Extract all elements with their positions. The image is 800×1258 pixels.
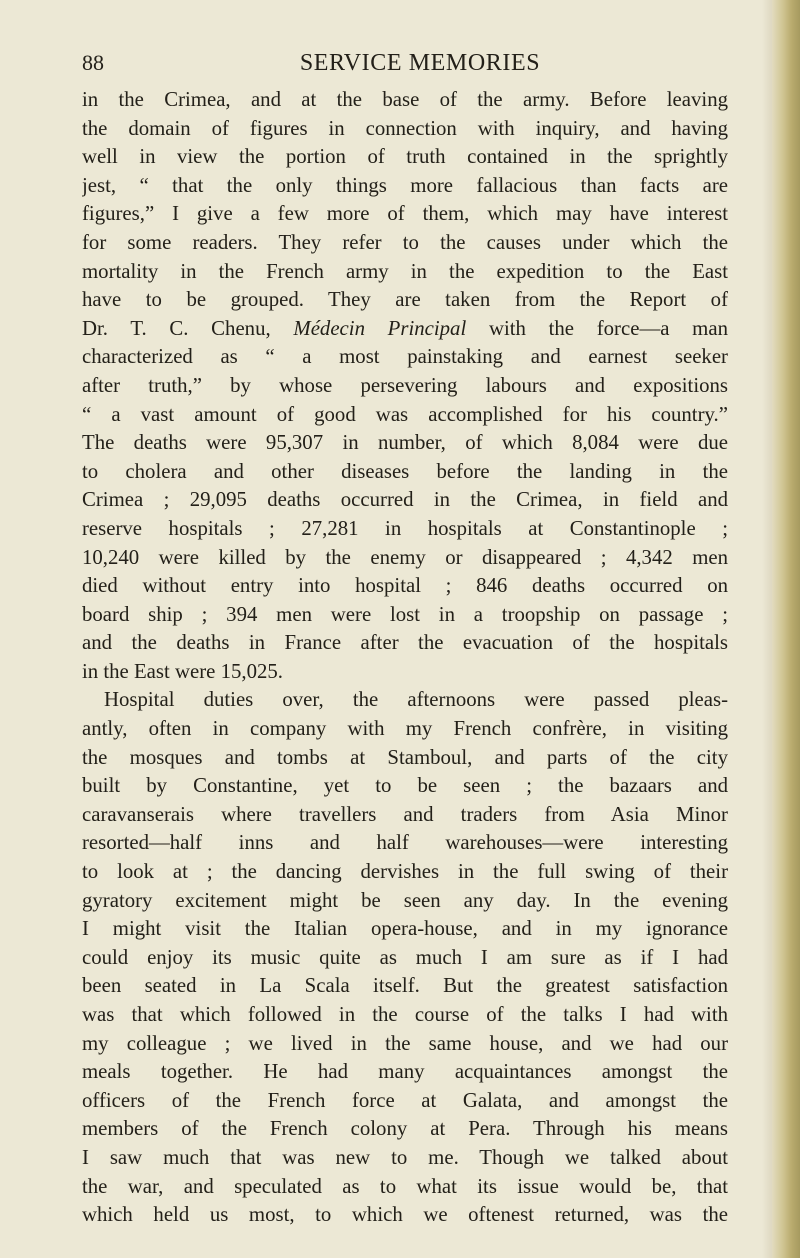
- text-line: after truth,” by whose persevering labours and expositions: [82, 373, 728, 397]
- text-line: reserve hospitals ; 27,281 in hospitals at Constantinople ;: [82, 516, 728, 540]
- text-line: board ship ; 394 men were lost in a troopship on passage ;: [82, 602, 728, 626]
- text-line: was that which followed in the course of the talks I had with: [82, 1003, 728, 1026]
- text-line: members of the French colony at Pera. Through his means: [82, 1117, 728, 1141]
- text-line: the domain of figures in connection with inquiry, and having: [82, 116, 728, 140]
- text-line: characterized as “ a most painstaking and earnest seeker: [82, 345, 728, 369]
- running-head: SERVICE MEMORIES: [299, 50, 541, 76]
- text-line: have to be grouped. They are taken from the Report of: [82, 288, 728, 312]
- text-line: in the Crimea, and at the base of the army. Before leaving: [82, 88, 728, 111]
- text-line: figures,” I give a few more of them, which may have interest: [82, 202, 728, 226]
- page-header: [82, 48, 728, 82]
- text-line: Hospital duties over, the afternoons were passed pleas-: [104, 688, 728, 712]
- text-line: in the East were 15,025.: [82, 659, 283, 683]
- text-line: the mosques and tombs at Stamboul, and parts of the city: [82, 745, 728, 769]
- text-line: resorted—half inns and half warehouses—were interesting: [82, 831, 728, 855]
- text-line: could enjoy its music quite as much I am sure as if I had: [82, 945, 728, 969]
- text-line: the war, and speculated as to what its issue would be, that: [82, 1174, 728, 1198]
- text-line: The deaths were 95,307 in number, of which 8,084 were due: [82, 431, 728, 455]
- text-line: “ a vast amount of good was accomplished for his country.”: [82, 402, 728, 426]
- text-line: antly, often in company with my French confrère, in visiting: [82, 717, 728, 741]
- page-number: 88: [82, 50, 104, 75]
- text-line: jest, “ that the only things more fallacious than facts are: [82, 173, 728, 197]
- text-line: I saw much that was new to me. Though we talked about: [82, 1145, 728, 1169]
- text-line: gyratory excitement might be seen any day. In the evening: [82, 888, 728, 912]
- text-line: [82, 315, 728, 344]
- text-line-end: with the force—a man: [466, 316, 728, 340]
- text-line: Crimea ; 29,095 deaths occurred in the Crimea, in field and: [82, 488, 728, 512]
- text-line: for some readers. They refer to the causes under which the: [82, 230, 728, 254]
- text-line: to cholera and other diseases before the landing in the: [82, 459, 728, 483]
- italic-title: Médecin Principal: [293, 316, 467, 340]
- text-line: to look at ; the dancing dervishes in the full swing of their: [82, 860, 728, 884]
- text-line: 10,240 were killed by the enemy or disappeared ; 4,342 men: [82, 545, 728, 569]
- text-line: officers of the French force at Galata, and amongst the: [82, 1088, 728, 1112]
- body-text: [82, 86, 728, 1230]
- text-line: mortality in the French army in the expedition to the East: [82, 259, 728, 283]
- text-line: caravanserais where travellers and traders from Asia Minor: [82, 802, 728, 826]
- text-line: been seated in La Scala itself. But the greatest satisfaction: [82, 974, 728, 998]
- text-line-start: Dr. T. C. Chenu,: [82, 316, 294, 340]
- text-line: well in view the portion of truth contained in the sprightly: [82, 145, 728, 169]
- text-line: died without entry into hospital ; 846 deaths occurred on: [82, 574, 728, 598]
- text-line: my colleague ; we lived in the same house, and we had our: [82, 1031, 728, 1055]
- text-line: which held us most, to which we oftenest returned, was the: [82, 1203, 728, 1227]
- text-line: and the deaths in France after the evacuation of the hospitals: [82, 631, 728, 655]
- text-line: meals together. He had many acquaintances amongst the: [82, 1060, 728, 1084]
- text-line: I might visit the Italian opera-house, and in my ignorance: [82, 917, 728, 941]
- text-line: built by Constantine, yet to be seen ; the bazaars and: [82, 774, 728, 798]
- page-edge: [772, 0, 800, 1258]
- page-gutter-shadow: [762, 0, 772, 1258]
